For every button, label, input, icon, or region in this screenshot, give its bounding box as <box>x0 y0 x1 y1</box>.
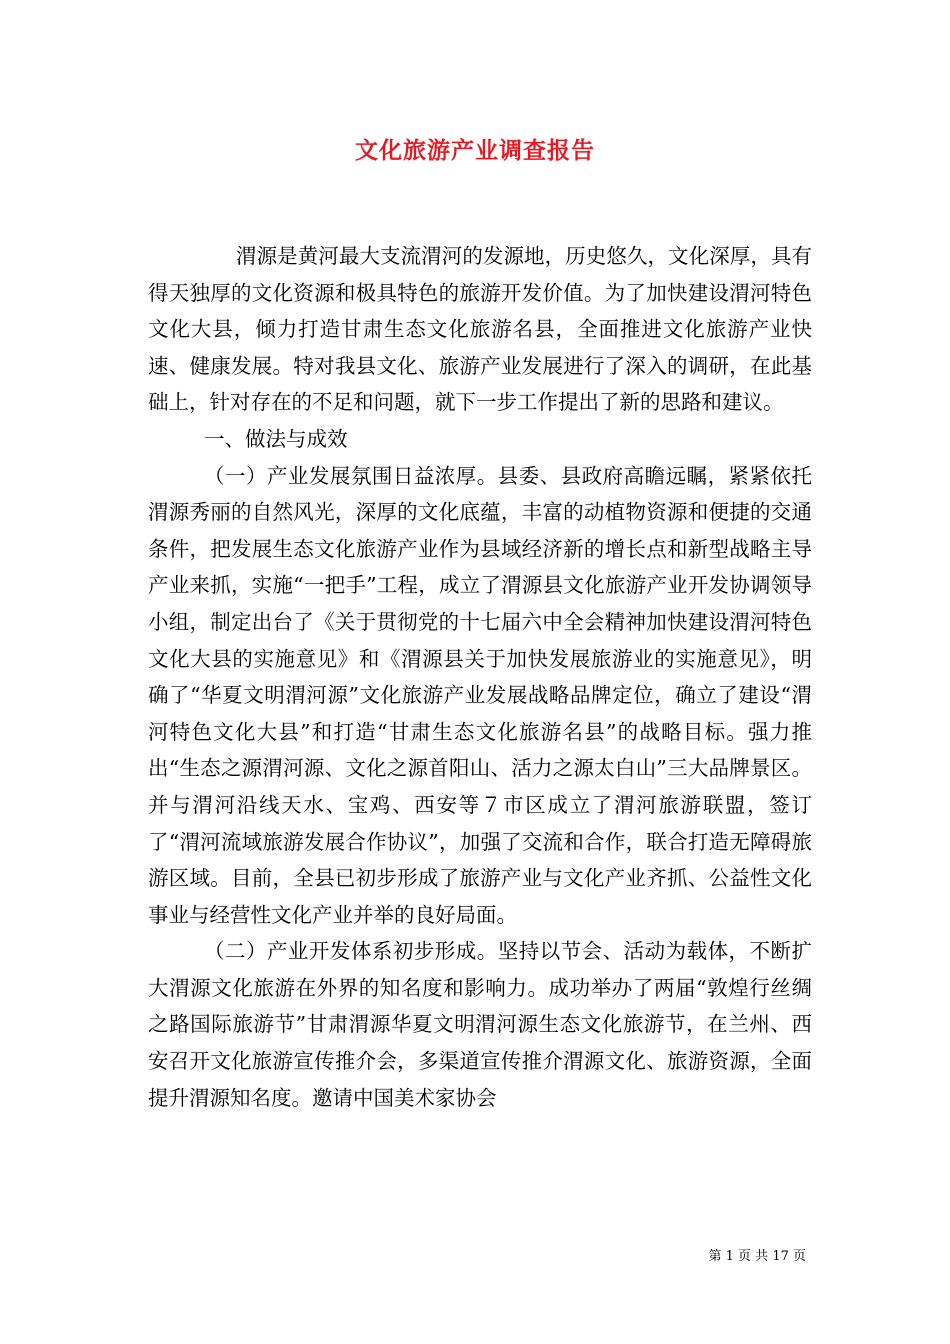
paragraph-industry-atmosphere: （一）产业发展氛围日益浓厚。县委、县政府高瞻远瞩，紧紧依托渭源秀丽的自然风光，深厚的文化底蕴，丰富的动植物资源和便捷的交通条件，把发展生态文化旅游产业作为县域经济新的增长点和新型战略主导产业来抓，实施“一把手”工程，成立了渭源县文化旅游产业开发协调领导小组，制定出台了《关于贯彻党的十七届六中全会精神加快建设渭河特色文化大县的实施意见》和《渭源县关于加快发展旅游业的实施意见》，明确了“华夏文明渭河源”文化旅游产业发展战略品牌定位，确立了建设“渭河特色文化大县”和打造“甘肃生态文化旅游名县”的战略目标。强力推出“生态之源渭河源、文化之源首阳山、活力之源太白山”三大品牌景区。并与渭河沿线天水、宝鸡、西安等７市区成立了渭河旅游联盟，签订了“渭河流域旅游发展合作协议”，加强了交流和合作，联合打造无障碍旅游区域。目前，全县已初步形成了旅游产业与文化产业齐抓、公益性文化事业与经营性文化产业并举的良好局面。 <box>148 463 812 927</box>
document-title: 文化旅游产业调查报告 <box>355 137 595 164</box>
page-number: 第 1 页 共 17 页 <box>708 1249 806 1264</box>
document-body <box>148 238 812 1116</box>
paragraph-intro: 渭源是黄河最大支流渭河的发源地，历史悠久，文化深厚，具有得天独厚的文化资源和极具特色的旅游开发价值。为了加快建设渭河特色文化大县，倾力打造甘肃生态文化旅游名县，全面推进文化旅游产业快速、健康发展。特对我县文化、旅游产业发展进行了深入的调研，在此基础上，针对存在的不足和问题，就下一步工作提出了新的思路和建议。 <box>148 244 812 415</box>
section-heading-practices: 一、做法与成效 <box>204 426 348 451</box>
paragraph-industry-system: （二）产业开发体系初步形成。坚持以节会、活动为载体，不断扩大渭源文化旅游在外界的知名度和影响力。成功举办了两届“敦煌行丝绸之路国际旅游节”甘肃渭源华夏文明渭河源生态文化旅游节，在兰州、西安召开文化旅游宣传推介会，多渠道宣传推介渭源文化、旅游资源，全面提升渭源知名度。邀请中国美术家协会 <box>148 939 812 1110</box>
